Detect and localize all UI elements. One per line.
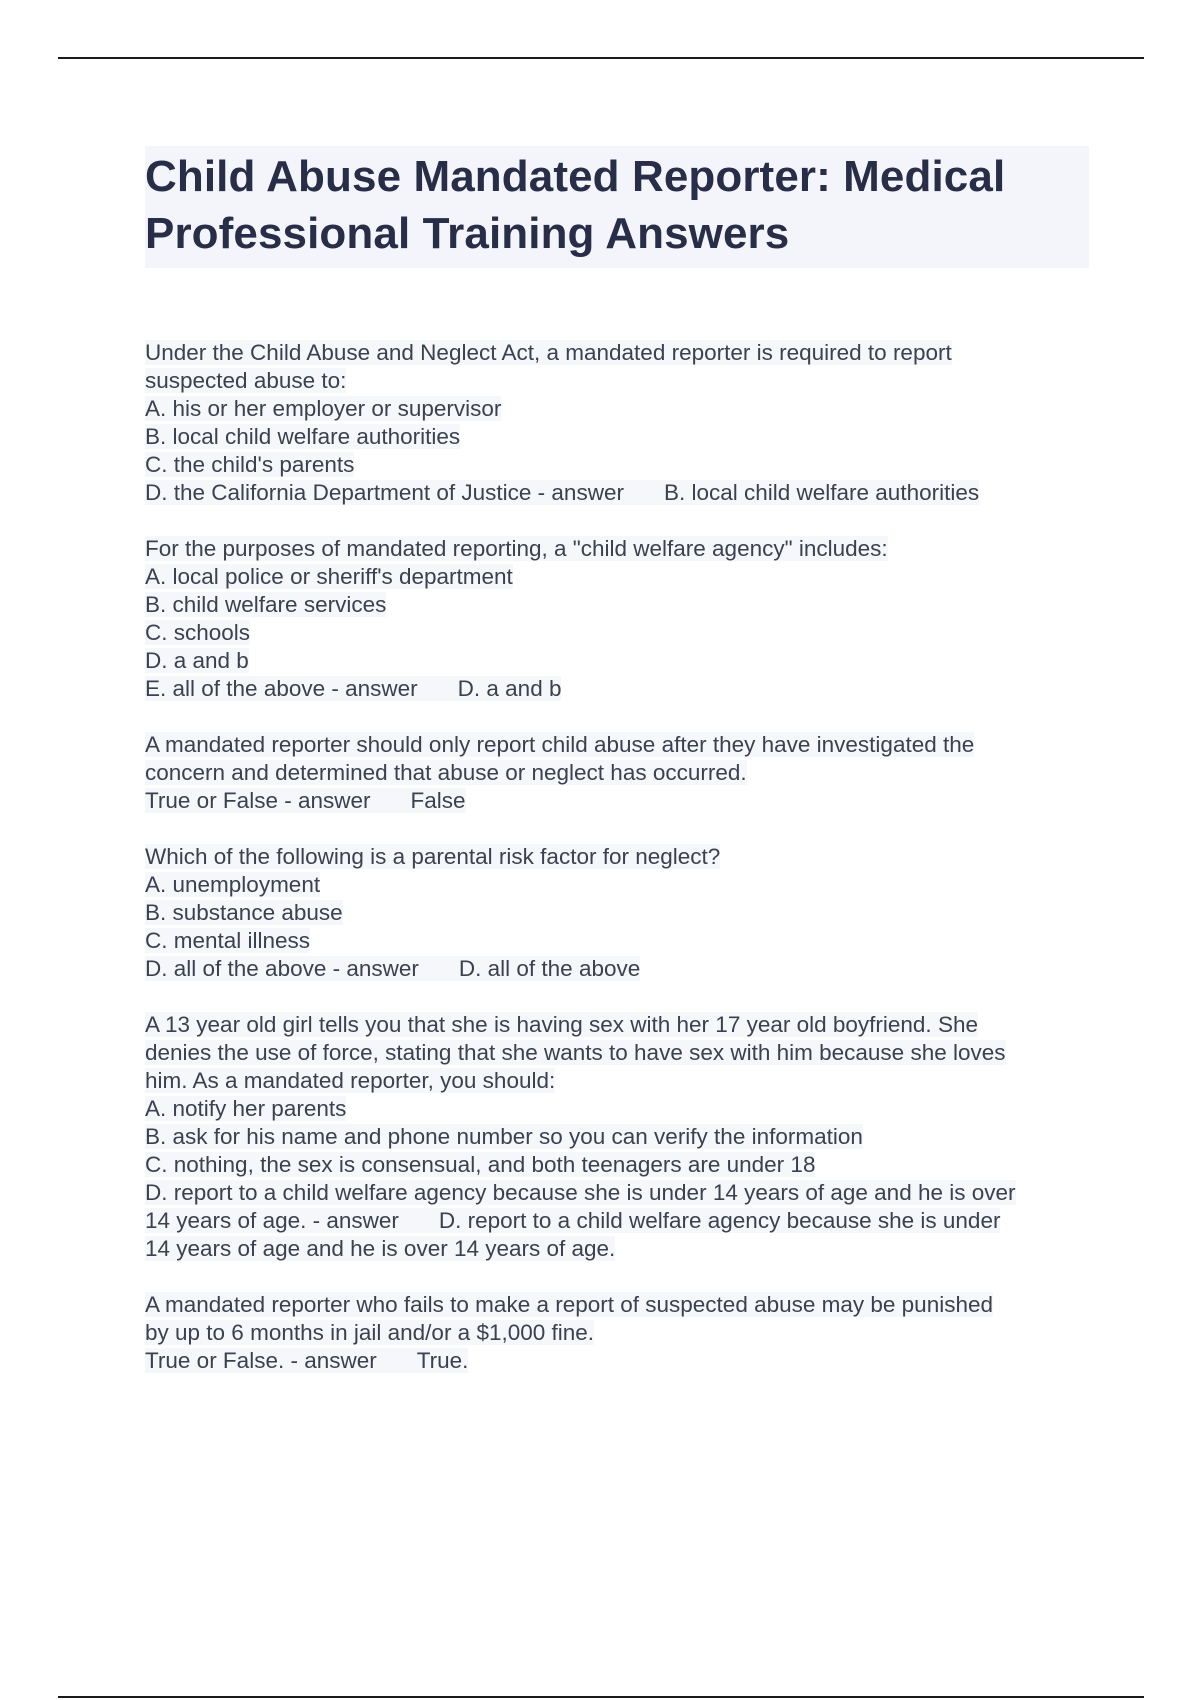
option-line: B. substance abuse: [145, 900, 343, 925]
question-line: by up to 6 months in jail and/or a $1,000 fine.: [145, 1320, 595, 1345]
question-line: denies the use of force, stating that she wants to have sex with him because she loves: [145, 1040, 1006, 1065]
answer-continuation: 14 years of age and he is over 14 years of age.: [145, 1236, 616, 1261]
option-line: A. notify her parents: [145, 1096, 347, 1121]
answer-text: D. report to a child welfare agency because she is under: [438, 1208, 1001, 1233]
question-line: A mandated reporter should only report child abuse after they have investigated the: [145, 732, 975, 757]
question-line: A 13 year old girl tells you that she is having sex with her 17 year old boyfriend. She: [145, 1012, 978, 1037]
answer-prefix: E. all of the above - answer: [145, 676, 418, 701]
question-2: [145, 535, 1095, 703]
question-list: [145, 339, 1095, 1403]
question-5: [145, 1011, 1095, 1263]
option-line: B. child welfare services: [145, 592, 387, 617]
answer-prefix: D. all of the above - answer: [145, 956, 419, 981]
answer-prefix: True or False. - answer: [145, 1348, 377, 1373]
title-block: [145, 146, 1089, 268]
answer-text: True.: [416, 1348, 469, 1373]
answer-line: [145, 479, 1095, 507]
option-line: A. his or her employer or supervisor: [145, 396, 502, 421]
question-line: suspected abuse to:: [145, 368, 347, 393]
question-line: For the purposes of mandated reporting, a "child welfare agency" includes:: [145, 536, 888, 561]
answer-line: [145, 1207, 1095, 1235]
answer-prefix: 14 years of age. - answer: [145, 1208, 399, 1233]
option-line: D. a and b: [145, 648, 249, 673]
answer-text: D. a and b: [457, 676, 562, 701]
answer-prefix: D. the California Department of Justice - answer: [145, 480, 624, 505]
option-line: C. the child's parents: [145, 452, 355, 477]
answer-text: D. all of the above: [458, 956, 641, 981]
title-line-1: Child Abuse Mandated Reporter: Medical: [145, 152, 1006, 201]
footer-rule: [58, 1696, 1144, 1698]
question-3: [145, 731, 1095, 815]
question-line: Under the Child Abuse and Neglect Act, a mandated reporter is required to report: [145, 340, 952, 365]
option-line: C. nothing, the sex is consensual, and both teenagers are under 18: [145, 1152, 816, 1177]
option-line: B. local child welfare authorities: [145, 424, 461, 449]
question-line: A mandated reporter who fails to make a report of suspected abuse may be punished: [145, 1292, 994, 1317]
answer-text: B. local child welfare authorities: [663, 480, 980, 505]
answer-line: [145, 787, 1095, 815]
question-line: Which of the following is a parental risk factor for neglect?: [145, 844, 721, 869]
answer-prefix: True or False - answer: [145, 788, 371, 813]
option-line: C. mental illness: [145, 928, 311, 953]
question-4: [145, 843, 1095, 983]
option-line: D. report to a child welfare agency because she is under 14 years of age and he is over: [145, 1180, 1016, 1205]
title-line-2: Professional Training Answers: [145, 209, 790, 258]
question-line: concern and determined that abuse or neglect has occurred.: [145, 760, 747, 785]
answer-line: [145, 955, 1095, 983]
answer-line: [145, 675, 1095, 703]
header-rule: [58, 57, 1144, 59]
option-line: A. local police or sheriff's department: [145, 564, 513, 589]
option-line: B. ask for his name and phone number so you can verify the information: [145, 1124, 863, 1149]
question-6: [145, 1291, 1095, 1375]
question-1: [145, 339, 1095, 507]
option-line: A. unemployment: [145, 872, 321, 897]
question-line: him. As a mandated reporter, you should:: [145, 1068, 556, 1093]
answer-text: False: [410, 788, 466, 813]
option-line: C. schools: [145, 620, 251, 645]
answer-line: [145, 1347, 1095, 1375]
document-title: [145, 148, 1089, 262]
